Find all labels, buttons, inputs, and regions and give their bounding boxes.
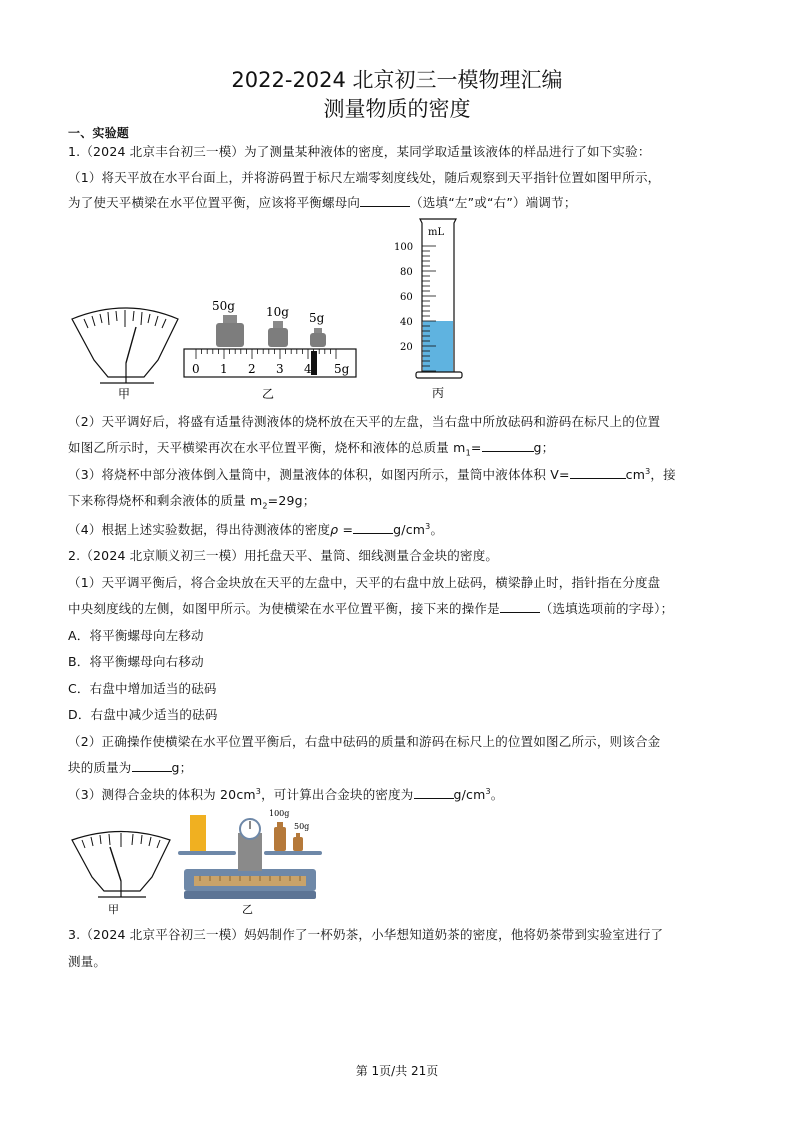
- q1-part1-text: 为了使天平横梁在水平位置平衡，应该将平衡螺母向: [68, 195, 361, 210]
- q2-part2-line1: （2）正确操作使横梁在水平位置平衡后，右盘中砝码的质量和游码在标尺上的位置如图乙所示，则该合金: [68, 734, 661, 749]
- unit: g；: [171, 760, 193, 775]
- page-footer: 第 1页/共 21页: [355, 1064, 439, 1078]
- q1-part4-text: （4）根据上述实验数据，得出待测液体的密度: [68, 522, 331, 537]
- answer-blank[interactable]: [500, 600, 540, 613]
- answer-blank[interactable]: [570, 466, 626, 479]
- q1-part3-text: （3）将烧杯中部分液体倒入量筒中，测量液体的体积，如图丙所示，量筒中液体体积 V=: [68, 467, 570, 482]
- superscript: 3: [485, 786, 491, 796]
- superscript: 3: [255, 786, 262, 796]
- q1-stem: 1.（2024 北京丰台初三一模）为了测量某种液体的密度，某同学取适量该液体的样品进行了如下实验：: [68, 144, 651, 159]
- weight-50g-icon: [216, 323, 244, 347]
- cylinder-tick-label: 60: [400, 292, 413, 303]
- q3-line1: 3.（2024 北京平谷初三一模）妈妈制作了一杯奶茶，小华想知道奶茶的密度，他将奶茶带到实验室进行了: [68, 927, 664, 942]
- cylinder-tick-label: 80: [400, 267, 413, 278]
- option-a[interactable]: A．将平衡螺母向左移动: [68, 628, 204, 643]
- weight-100g-icon: [274, 827, 286, 851]
- fig-label-yi: 乙: [262, 387, 275, 401]
- q1-part3-value: =29g；: [267, 493, 316, 508]
- balance-scale-illustration: [178, 809, 322, 899]
- q2-part2-text: 块的质量为: [68, 760, 132, 775]
- q2-figures: [66, 805, 346, 920]
- q2-part1-hint: （选填选项前的字母）；: [539, 601, 674, 616]
- fig-label-jia: 甲: [108, 903, 119, 916]
- superscript: 3: [425, 521, 431, 531]
- answer-blank[interactable]: [482, 439, 534, 452]
- ruler-tick-label: 0: [192, 362, 200, 376]
- cylinder-tick-label: 100: [394, 242, 414, 253]
- weight-5g-icon: [310, 333, 326, 347]
- fig-label-bing: 丙: [432, 386, 445, 400]
- cylinder-unit: mL: [428, 227, 445, 238]
- q1-figures: [66, 215, 486, 405]
- q2-part1-line2: [68, 599, 728, 617]
- q2-part3-text: （3）测得合金块的体积为 20cm: [68, 787, 256, 802]
- graduated-cylinder: [394, 219, 462, 378]
- unit: g；: [533, 440, 555, 455]
- q2-part3-text2: ，可计算出合金块的密度为: [261, 787, 414, 802]
- document-title: 2022-2024 北京初三一模物理汇编: [231, 68, 563, 92]
- rider-ruler: [184, 349, 356, 377]
- q2-part1-line1: （1）天平调平衡后，将合金块放在天平的左盘中，天平的右盘中放上砝码，横梁静止时，指针指在分度盘: [68, 575, 661, 590]
- weight-10g-icon: [268, 328, 288, 347]
- ruler-tick-label: 5g: [334, 362, 350, 376]
- answer-blank[interactable]: [414, 786, 454, 799]
- cylinder-tick-label: 40: [400, 317, 413, 328]
- weight-label-5g: 5g: [309, 311, 325, 325]
- weight-label-10g: 10g: [266, 305, 289, 319]
- q1-part4: [68, 520, 728, 538]
- liquid-column: [423, 321, 453, 372]
- equals: =: [470, 440, 482, 455]
- q1-part3-text2: 下来称得烧杯和剩余液体的质量 m: [68, 493, 263, 508]
- q2-part3: [68, 785, 728, 803]
- answer-blank[interactable]: [353, 521, 393, 534]
- superscript: 3: [645, 466, 651, 476]
- subscript: 1: [465, 448, 471, 458]
- rider-marker: [311, 351, 317, 375]
- q1-part1-line2: [68, 193, 728, 211]
- q1-part1-hint: （选填“左”或“右”）端调节；: [410, 195, 577, 210]
- q1-part2-text: 如图乙所示时，天平横梁再次在水平位置平衡，烧杯和液体的总质量 m: [68, 440, 466, 455]
- q2-part1-text: 中央刻度线的左侧，如图甲所示。为使横梁在水平位置平衡，接下来的操作是: [68, 601, 500, 616]
- equals: =: [338, 522, 354, 537]
- period: 。: [490, 787, 504, 802]
- q1-part3-line2: [68, 491, 728, 511]
- q1-part3-tail: ，接: [650, 467, 676, 482]
- q3-line2: 测量。: [68, 954, 107, 969]
- pointer-dial-figure: [72, 832, 170, 898]
- rho-symbol: ρ: [330, 522, 339, 537]
- weight-50g-icon: [293, 837, 303, 851]
- ruler-tick-label: 1: [220, 362, 228, 376]
- fig-label-yi: 乙: [242, 903, 253, 916]
- unit: g/cm: [393, 522, 426, 537]
- q1-part1-line1: （1）将天平放在水平台面上，并将游码置于标尺左端零刻度线处，随后观察到天平指针位置如图甲所示，: [68, 170, 661, 185]
- section-heading: 一、实验题: [68, 126, 130, 140]
- fig-label-jia: 甲: [118, 387, 131, 401]
- period: 。: [430, 522, 444, 537]
- option-b[interactable]: B．将平衡螺母向右移动: [68, 654, 204, 669]
- document-subtitle: 测量物质的密度: [323, 97, 471, 121]
- right-pan: [264, 851, 322, 855]
- weight-label-50g: 50g: [294, 822, 310, 831]
- left-pan: [178, 851, 236, 855]
- ruler-tick-label: 2: [248, 362, 256, 376]
- weights-figure: [212, 299, 326, 347]
- pointer-dial-figure: [72, 308, 178, 383]
- alloy-block: [190, 815, 206, 851]
- unit: cm: [625, 467, 646, 482]
- q1-part2-line1: （2）天平调好后，将盛有适量待测液体的烧杯放在天平的左盘，当右盘中所放砝码和游码在标尺上的位置: [68, 414, 661, 429]
- q1-part3-line1: [68, 465, 728, 483]
- unit: g/cm: [453, 787, 486, 802]
- q1-part2-line2: [68, 438, 728, 458]
- q2-stem: 2.（2024 北京顺义初三一模）用托盘天平、量筒、细线测量合金块的密度。: [68, 548, 499, 563]
- ruler-tick-label: 3: [276, 362, 284, 376]
- option-c[interactable]: C．右盘中增加适当的砝码: [68, 681, 217, 696]
- answer-blank[interactable]: [132, 759, 172, 772]
- answer-blank[interactable]: [360, 194, 410, 207]
- option-d[interactable]: D．右盘中减少适当的砝码: [68, 707, 218, 722]
- subscript: 2: [262, 501, 268, 511]
- cylinder-tick-label: 20: [400, 342, 413, 353]
- ruler-tick-label: 4: [304, 362, 312, 376]
- weight-label-50g: 50g: [212, 299, 235, 313]
- q2-part2-line2: [68, 758, 728, 776]
- weight-label-100g: 100g: [269, 809, 290, 818]
